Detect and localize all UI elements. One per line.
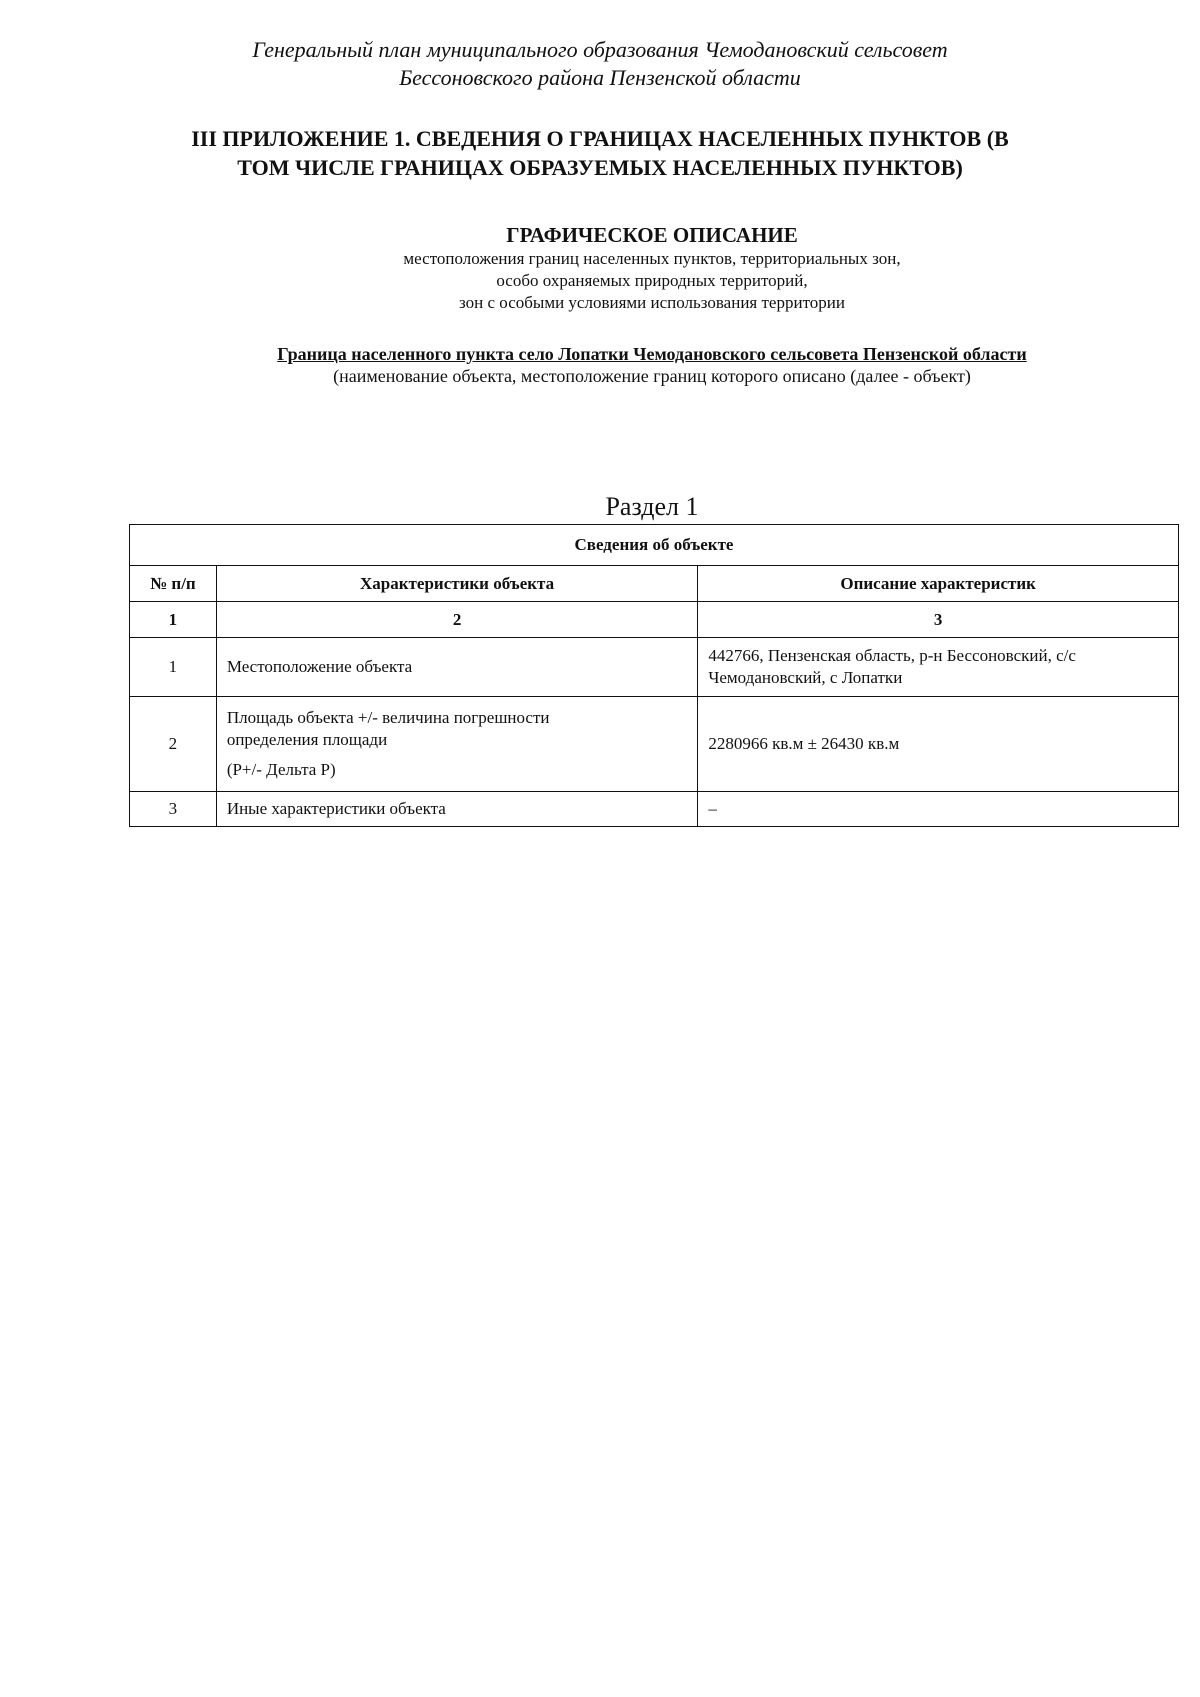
row-number: 1 [130,638,217,697]
appendix-title [60,124,1140,182]
table-row [130,697,1179,792]
row-characteristic [216,697,698,792]
row-description [698,697,1179,792]
row-characteristic [216,638,698,697]
object-info-table [129,524,1179,827]
table-row [130,638,1179,697]
column-number-3: 3 [698,602,1179,638]
graphic-description-block [300,222,1004,314]
row-number: 2 [130,697,217,792]
row-characteristic: Иные характеристики объекта [216,792,698,827]
running-header [0,36,1200,92]
row-description-text: 2280966 кв.м ± 26430 кв.м [708,734,900,753]
graphic-description-line-1: местоположения границ населенных пунктов, территориальных зон, [403,249,901,268]
column-number-1: 1 [130,602,217,638]
graphic-description-line-2: особо охраняемых природных территорий, [496,271,808,290]
graphic-description-title: ГРАФИЧЕСКОЕ ОПИСАНИЕ [506,223,798,247]
running-header-line-2: Бессоновского района Пензенской области [399,65,801,90]
row-number: 3 [130,792,217,827]
header-characteristic: Характеристики объекта [216,566,698,602]
appendix-title-line-1: III ПРИЛОЖЕНИЕ 1. СВЕДЕНИЯ О ГРАНИЦАХ НАСЕЛЕННЫХ ПУНКТОВ (В [191,126,1009,151]
table-caption-row [130,525,1179,566]
row-characteristic-line-1: Площадь объекта +/- величина погрешности [226,708,550,727]
row-description: – [698,792,1179,827]
row-characteristic-line-2: определения площади [226,730,388,749]
object-block [200,343,1104,387]
row-characteristic-text: Местоположение объекта [226,657,413,676]
row-description [698,638,1179,697]
object-note: (наименование объекта, местоположение границ которого описано (далее - объект) [333,366,971,386]
table-row [130,792,1179,827]
table-column-numbers-row [130,602,1179,638]
object-name: Граница населенного пункта село Лопатки Чемодановского сельсовета Пензенской области [277,344,1027,364]
table-caption: Сведения об объекте [130,525,1179,566]
running-header-line-1: Генеральный план муниципального образования Чемодановский сельсовет [252,37,948,62]
row-characteristic-line-3: (P+/- Дельта P) [226,760,336,779]
row-description-line-1: 442766, Пензенская область, р-н Бессоновский, с/с [708,646,1076,665]
header-number: № п/п [130,566,217,602]
column-number-2: 2 [216,602,698,638]
section-label: Раздел 1 [605,492,699,521]
appendix-title-line-2: ТОМ ЧИСЛЕ ГРАНИЦАХ ОБРАЗУЕМЫХ НАСЕЛЕННЫХ ПУНКТОВ) [237,155,963,180]
row-description-line-2: Чемодановский, с Лопатки [708,668,903,687]
table-header-row [130,566,1179,602]
graphic-description-line-3: зон с особыми условиями использования территории [459,293,845,312]
header-description: Описание характеристик [698,566,1179,602]
